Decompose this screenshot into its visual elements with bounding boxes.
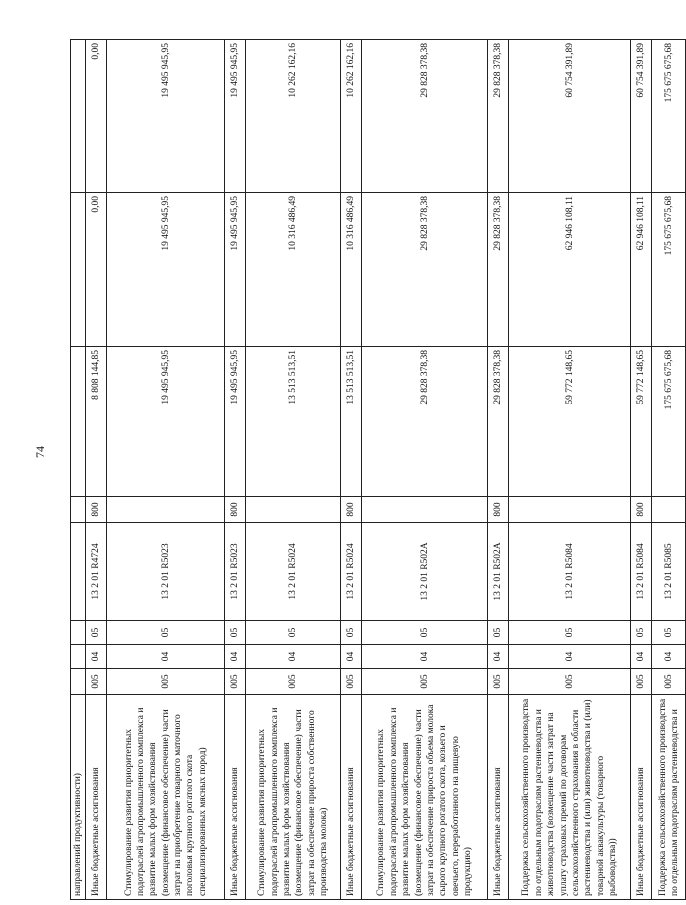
section-code-cell: 04 bbox=[107, 645, 225, 669]
target-article-cell: 13 2 01 R5084 bbox=[631, 523, 652, 621]
subsection-code-cell: 05 bbox=[107, 621, 225, 645]
expense-type-cell bbox=[652, 497, 686, 523]
section-code-cell: 04 bbox=[362, 645, 488, 669]
target-article-cell: 13 2 01 R5085 bbox=[652, 523, 686, 621]
section-code-cell: 04 bbox=[225, 645, 246, 669]
expense-type-cell bbox=[509, 497, 631, 523]
admin-code-cell: 005 bbox=[86, 669, 107, 695]
subsection-code-cell: 05 bbox=[86, 621, 107, 645]
admin-code-cell: 005 bbox=[246, 669, 341, 695]
amount-cell: 10 262 162,16 bbox=[246, 40, 341, 193]
table-row bbox=[652, 40, 686, 900]
rotated-page bbox=[70, 40, 680, 900]
section-code-cell bbox=[71, 645, 86, 669]
table-row bbox=[246, 40, 341, 900]
target-article-cell: 13 2 01 R5023 bbox=[107, 523, 225, 621]
expense-type-cell: 800 bbox=[341, 497, 362, 523]
expense-type-cell: 800 bbox=[86, 497, 107, 523]
budget-table bbox=[70, 39, 686, 900]
row-name-cell: Поддержка сельскохозяйственного производства по отдельным подотраслям растениеводства и bbox=[652, 695, 686, 900]
admin-code-cell: 005 bbox=[362, 669, 488, 695]
row-name-cell: Иные бюджетные ассигнования bbox=[341, 695, 362, 900]
section-code-cell: 04 bbox=[652, 645, 686, 669]
target-article-cell: 13 2 01 R5084 bbox=[509, 523, 631, 621]
table-row bbox=[86, 40, 107, 900]
section-code-cell: 04 bbox=[246, 645, 341, 669]
amount-cell: 19 495 945,95 bbox=[107, 193, 225, 347]
amount-cell: 175 675 675,68 bbox=[652, 347, 686, 497]
admin-code-cell: 005 bbox=[341, 669, 362, 695]
expense-type-cell bbox=[362, 497, 488, 523]
section-code-cell: 04 bbox=[86, 645, 107, 669]
subsection-code-cell bbox=[71, 621, 86, 645]
amount-cell: 8 808 144,85 bbox=[86, 347, 107, 497]
subsection-code-cell: 05 bbox=[246, 621, 341, 645]
expense-type-cell bbox=[107, 497, 225, 523]
amount-cell: 59 772 148,65 bbox=[509, 347, 631, 497]
amount-cell: 60 754 391,89 bbox=[509, 40, 631, 193]
subsection-code-cell: 05 bbox=[362, 621, 488, 645]
row-name-cell: Иные бюджетные ассигнования bbox=[86, 695, 107, 900]
amount-cell: 29 828 378,38 bbox=[488, 347, 509, 497]
amount-cell: 10 316 486,49 bbox=[341, 193, 362, 347]
table-row bbox=[341, 40, 362, 900]
row-name-cell: Иные бюджетные ассигнования bbox=[488, 695, 509, 900]
amount-cell: 29 828 378,38 bbox=[362, 40, 488, 193]
amount-cell: 19 495 945,95 bbox=[225, 193, 246, 347]
amount-cell: 13 513 513,51 bbox=[246, 347, 341, 497]
admin-code-cell: 005 bbox=[488, 669, 509, 695]
row-name-cell: Стимулирование развития приоритетных подотраслей агропромышленного комплекса и развитие малых форм хозяйствования (возмещение (финансовое обеспечение) части затрат на обеспечение прироста объема молока сырого крупного рогатого скота, козьего и овечьего, переработанного на пищевую продукцию) bbox=[362, 695, 488, 900]
row-name-cell: Стимулирование развития приоритетных подотраслей агропромышленного комплекса и развитие малых форм хозяйствования (возмещение (финансовое обеспечение) части затрат на приобретение товарного маточного поголовья крупного рогатого скота специализированных мясных пород) bbox=[107, 695, 225, 900]
expense-type-cell: 800 bbox=[631, 497, 652, 523]
subsection-code-cell: 05 bbox=[341, 621, 362, 645]
section-code-cell: 04 bbox=[631, 645, 652, 669]
admin-code-cell: 005 bbox=[509, 669, 631, 695]
amount-cell: 0,00 bbox=[86, 193, 107, 347]
target-article-cell bbox=[71, 523, 86, 621]
amount-cell: 29 828 378,38 bbox=[362, 193, 488, 347]
table-row bbox=[631, 40, 652, 900]
section-code-cell: 04 bbox=[341, 645, 362, 669]
target-article-cell: 13 2 01 R5024 bbox=[246, 523, 341, 621]
admin-code-cell: 005 bbox=[225, 669, 246, 695]
expense-type-cell: 800 bbox=[488, 497, 509, 523]
amount-cell bbox=[71, 40, 86, 193]
table-row bbox=[225, 40, 246, 900]
subsection-code-cell: 05 bbox=[631, 621, 652, 645]
amount-cell bbox=[71, 347, 86, 497]
target-article-cell: 13 2 01 R502A bbox=[362, 523, 488, 621]
admin-code-cell: 005 bbox=[652, 669, 686, 695]
row-name-cell: Иные бюджетные ассигнования bbox=[631, 695, 652, 900]
section-code-cell: 04 bbox=[488, 645, 509, 669]
amount-cell: 175 675 675,68 bbox=[652, 40, 686, 193]
amount-cell: 10 316 486,49 bbox=[246, 193, 341, 347]
amount-cell: 62 946 108,11 bbox=[631, 193, 652, 347]
subsection-code-cell: 05 bbox=[488, 621, 509, 645]
amount-cell: 19 495 945,95 bbox=[107, 347, 225, 497]
table-row bbox=[488, 40, 509, 900]
page-number: 74 bbox=[33, 446, 47, 458]
section-code-cell: 04 bbox=[509, 645, 631, 669]
table-row bbox=[509, 40, 631, 900]
amount-cell: 0,00 bbox=[86, 40, 107, 193]
amount-cell: 29 828 378,38 bbox=[488, 193, 509, 347]
expense-type-cell: 800 bbox=[225, 497, 246, 523]
target-article-cell: 13 2 01 R5024 bbox=[341, 523, 362, 621]
amount-cell: 29 828 378,38 bbox=[488, 40, 509, 193]
table-row bbox=[107, 40, 225, 900]
target-article-cell: 13 2 01 R4724 bbox=[86, 523, 107, 621]
amount-cell: 62 946 108,11 bbox=[509, 193, 631, 347]
amount-cell: 175 675 675,68 bbox=[652, 193, 686, 347]
row-name-cell: Поддержка сельскохозяйственного производства по отдельным подотраслям растениеводства и животноводства (возмещение части затрат на уплату страховых премий по договорам сельскохозяйственного страхования в области растениеводства и (или) животноводства и (или) товарной аквакультуры (товарного рыбоводства)) bbox=[509, 695, 631, 900]
amount-cell: 59 772 148,65 bbox=[631, 347, 652, 497]
admin-code-cell bbox=[71, 669, 86, 695]
admin-code-cell: 005 bbox=[631, 669, 652, 695]
row-name-cell: направлений продуктивности) bbox=[71, 695, 86, 900]
amount-cell: 19 495 945,95 bbox=[225, 40, 246, 193]
table-row bbox=[71, 40, 86, 900]
row-name-cell: Стимулирование развития приоритетных подотраслей агропромышленного комплекса и развитие малых форм хозяйствования (возмещение (финансовое обеспечение) части затрат на обеспечение прироста собственного производства молока) bbox=[246, 695, 341, 900]
amount-cell: 19 495 945,95 bbox=[107, 40, 225, 193]
amount-cell bbox=[71, 193, 86, 347]
amount-cell: 29 828 378,38 bbox=[362, 347, 488, 497]
amount-cell: 19 495 945,95 bbox=[225, 347, 246, 497]
subsection-code-cell: 05 bbox=[652, 621, 686, 645]
subsection-code-cell: 05 bbox=[509, 621, 631, 645]
amount-cell: 10 262 162,16 bbox=[341, 40, 362, 193]
target-article-cell: 13 2 01 R5023 bbox=[225, 523, 246, 621]
amount-cell: 60 754 391,89 bbox=[631, 40, 652, 193]
table-row bbox=[362, 40, 488, 900]
expense-type-cell bbox=[246, 497, 341, 523]
expense-type-cell bbox=[71, 497, 86, 523]
admin-code-cell: 005 bbox=[107, 669, 225, 695]
row-name-cell: Иные бюджетные ассигнования bbox=[225, 695, 246, 900]
rotated-content bbox=[70, 40, 680, 900]
amount-cell: 13 513 513,51 bbox=[341, 347, 362, 497]
subsection-code-cell: 05 bbox=[225, 621, 246, 645]
target-article-cell: 13 2 01 R502A bbox=[488, 523, 509, 621]
